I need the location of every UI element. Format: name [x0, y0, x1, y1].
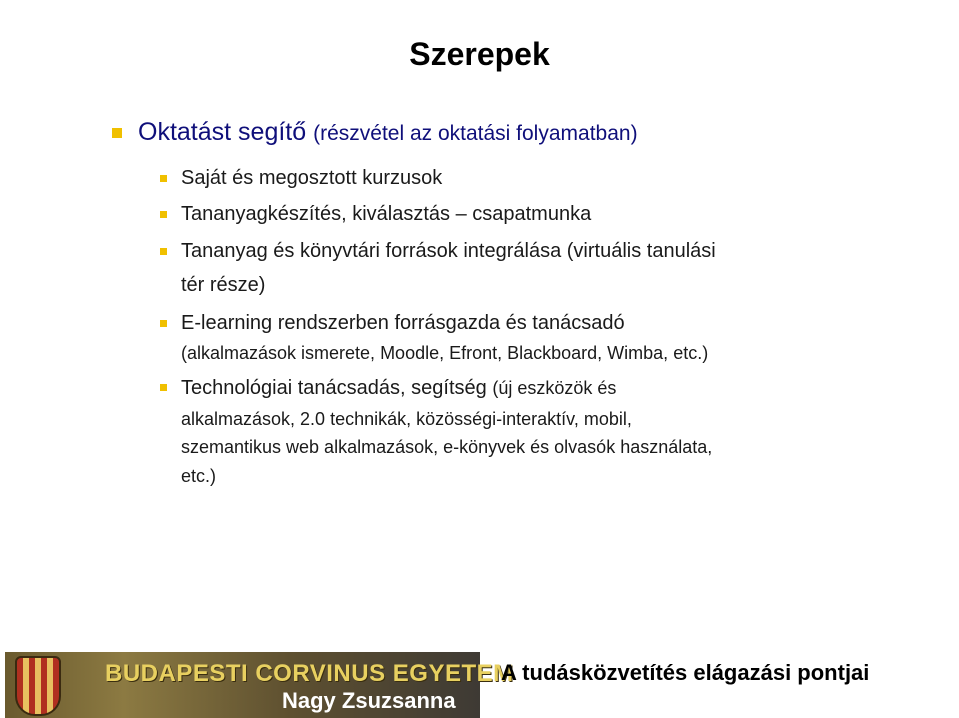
sub-item-5-lead: Technológiai tanácsadás, segítség: [181, 377, 487, 399]
main-bullet-text: [138, 118, 638, 147]
university-banner: [5, 652, 514, 718]
crest-icon: [15, 656, 61, 716]
sub-item-5-line-4: etc.): [181, 466, 217, 486]
sub-item-5-line-1: [181, 373, 616, 403]
bullet-square-icon: [160, 211, 167, 218]
main-note: (részvétel az oktatási folyamatban): [313, 122, 638, 145]
sub-item-5-note: (új eszközök és: [492, 378, 617, 398]
sub-item-5-line-3: szemantikus web alkalmazások, e-könyvek és olvasók használata,: [181, 437, 713, 457]
slide-title: Szerepek: [409, 36, 550, 72]
sub-item-2: Tananyagkészítés, kiválasztás – csapatmunka: [181, 203, 592, 225]
bullet-square-icon: [160, 320, 167, 327]
author-name: Nagy Zsuzsanna: [282, 688, 456, 713]
main-heading: Oktatást segítő: [138, 118, 307, 146]
sub-item-3-line-2: tér része): [181, 274, 266, 296]
university-name: BUDAPESTI CORVINUS EGYETEM: [105, 660, 514, 687]
sub-item-3-line-1: Tananyag és könyvtári források integrálása (virtuális tanulási: [181, 240, 716, 262]
sub-item-5-line-2: alkalmazások, 2.0 technikák, közösségi-interaktív, mobil,: [181, 409, 632, 429]
sub-item-4-line-2: (alkalmazások ismerete, Moodle, Efront, Blackboard, Wimba, etc.): [181, 343, 709, 363]
sub-item-4-line-1: E-learning rendszerben forrásgazda és tanácsadó: [181, 312, 625, 334]
presentation-title: A tudásközvetítés elágazási pontjai: [501, 660, 870, 685]
bullet-square-icon: [160, 248, 167, 255]
footer: [0, 652, 959, 718]
bullet-square-icon: [160, 384, 167, 391]
sub-item-1: Saját és megosztott kurzusok: [181, 167, 443, 189]
bullet-square-icon: [112, 128, 122, 138]
bullet-square-icon: [160, 175, 167, 182]
